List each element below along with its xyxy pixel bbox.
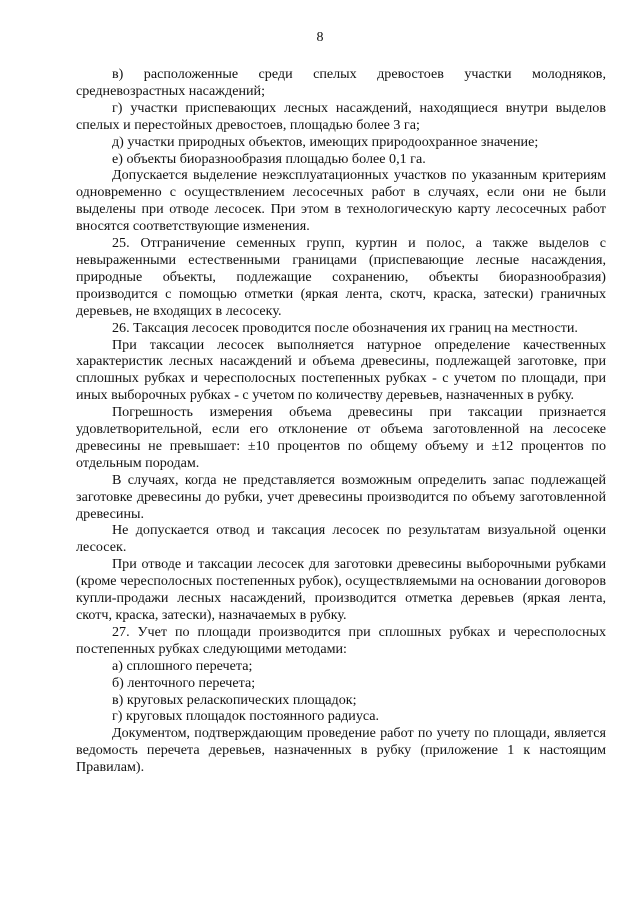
paragraph-measurement-error: Погрешность измерения объема древесины при таксации признается удовлетворительной, если его отклонение от объема заготовленной на лесосеке древесины не превышает: ±10 процентов по общему объему и ±12 процентов по отдельным породам. [76,404,606,471]
paragraph-clause-27: 27. Учет по площади производится при сплошных рубках и чересполосных постепенных рубках следующими методами: [76,623,606,657]
paragraph-clause-25: 25. Отграничение семенных групп, куртин и полос, а также выделов с невыраженными естественными границами (приспевающие лесные насаждения, природные объекты, подлежащие сохранению, объекты биоразнообразия) производится с помощью отметки (яркая лента, скотч, краска, затески) граничных деревьев, не входящих в лесосеку. [76,235,606,319]
paragraph-method-g: г) круговых площадок постоянного радиуса. [112,708,380,725]
paragraph-item-g: г) участки приспевающих лесных насаждений, находящиеся внутри выделов спелых и перестойных древостоев, площадью более 3 га; [76,99,606,133]
paragraph-method-a: а) сплошного перечета; [112,657,253,674]
paragraph-taxation: При таксации лесосек выполняется натурное определение качественных характеристик лесных насаждений и объема древесины, подлежащей заготовке, при сплошных рубках и чересполосных постепенных рубках - с учетом по площади, при иных выборочных рубках - с учетом по количеству деревьев, назначенных в рубку. [76,336,606,404]
paragraph-non-exploitation: Допускается выделение неэксплуатационных участков по указанным критериям одновременно с осуществлением лесосечных работ в случаях, если они не были выделены при отводе лесосек. При этом в технологическую карту лесосечных работ вносятся соответствующие изменения. [76,167,606,235]
page-number: 8 [316,30,324,45]
paragraph-item-v: в) расположенные среди спелых древостоев участки молодняков, средневозрастных насаждений; [76,66,606,99]
paragraph-method-v: в) круговых реласкопических площадок; [112,691,357,708]
paragraph-selective-felling: При отводе и таксации лесосек для заготовки древесины выборочными рубками (кроме чересполосных постепенных рубок), осуществляемыми на основании договоров купли-продажи лесных насаждений, производится отметка деревьев (яркая лента, скотч, краска, затески), назначаемых в рубку. [76,556,606,623]
paragraph-supporting-document: Документом, подтверждающим проведение работ по учету по площади, является ведомость перечета деревьев, назначенных в рубку (приложение 1 к настоящим Правилам). [76,725,606,776]
paragraph-item-e: е) объекты биоразнообразия площадью более 0,1 га. [112,150,426,167]
paragraph-visual-assessment: Не допускается отвод и таксация лесосек по результатам визуальной оценки лесосек. [76,522,606,556]
document-body [76,66,606,776]
paragraph-method-b: б) ленточного перечета; [112,674,256,691]
paragraph-clause-26: 26. Таксация лесосек проводится после обозначения их границ на местности. [112,319,578,336]
paragraph-volume-accounting: В случаях, когда не представляется возможным определить запас подлежащей заготовке древесины до рубки, учет древесины производится по объему заготовленной древесины. [76,471,606,522]
paragraph-item-d: д) участки природных объектов, имеющих природоохранное значение; [112,133,539,150]
